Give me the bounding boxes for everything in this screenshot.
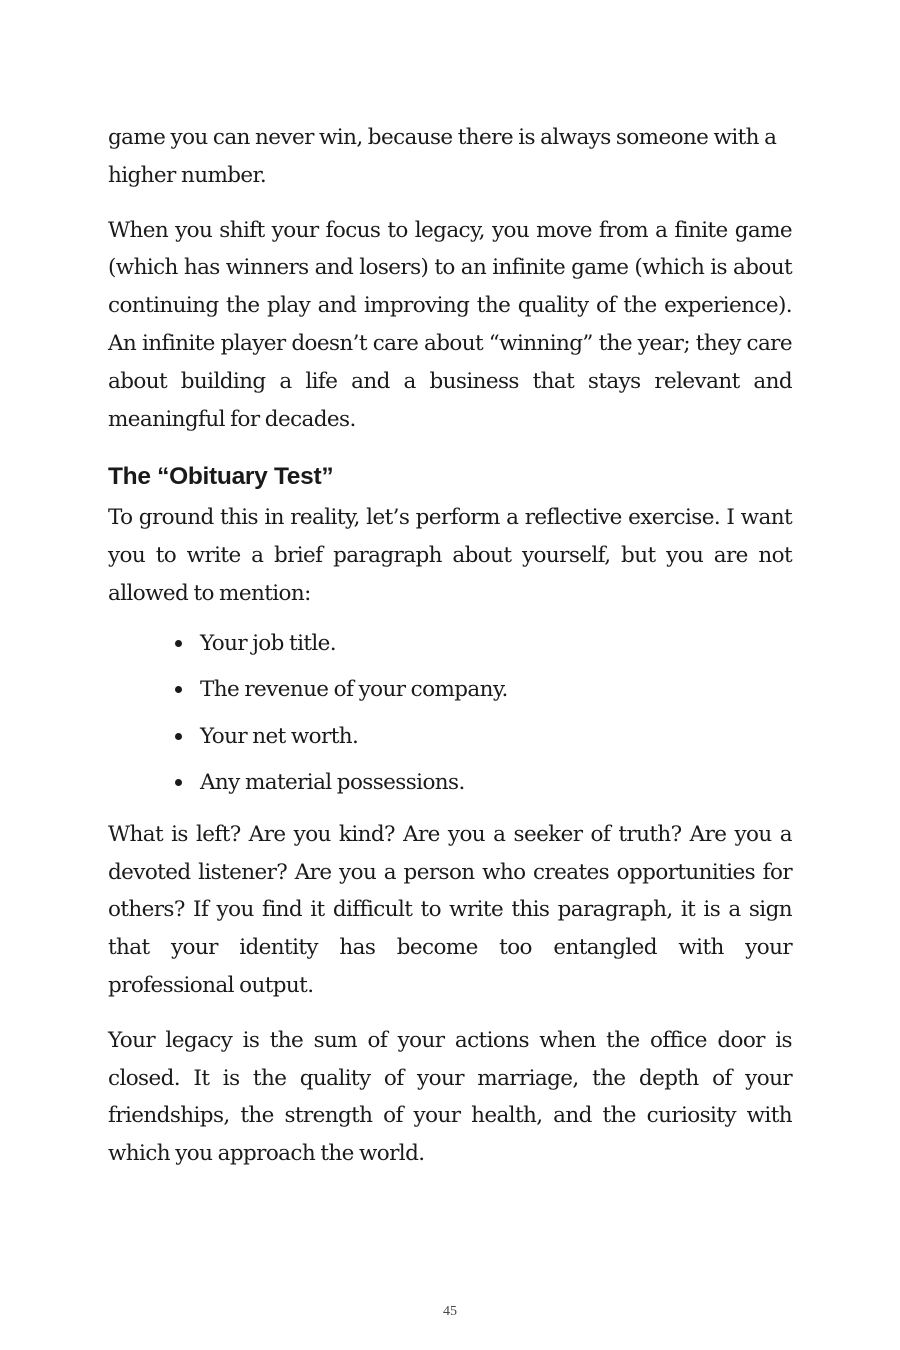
list-item [108,630,792,658]
bullet-list [108,630,792,798]
list-item [108,676,792,704]
paragraph-exercise-intro: To ground this in reality, let’s perform a reflective exercise. I want you to write a brief paragraph about yourself, but you are not allowed to mention: [108,505,792,606]
paragraph-continuation: game you can never win, because there is always someone with a higher number. [108,125,777,188]
paragraph-what-is-left: What is left? Are you kind? Are you a seeker of truth? Are you a devoted listener? Are you a person who creates opportunities for others? If you find it difficult to write this paragraph, it is a sign that your identity has become too entangled with your professional output. [108,821,792,998]
page-content [108,119,792,1190]
bullet-dot-icon [175,733,182,740]
list-item-text: Your job title. [200,630,337,656]
bullet-dot-icon [175,779,182,786]
list-item-text: Your net worth. [200,723,359,749]
page-number: 45 [443,1304,457,1319]
list-item-text: The revenue of your company. [200,677,508,703]
paragraph-infinite-game: When you shift your focus to legacy, you move from a finite game (which has winners and losers) to an infinite game (which is about continuing the play and improving the quality of the experience). An infinite player doesn’t care about “winning” the year; they care about building a life and a business that stays relevant and meaningful for decades. [108,217,792,432]
paragraph-legacy: Your legacy is the sum of your actions when the office door is closed. It is the quality of your marriage, the depth of your friendships, the strength of your health, and the curiosity with which you approach the world. [108,1027,792,1167]
bullet-dot-icon [175,640,182,647]
list-item [108,723,792,751]
section-heading: The “Obituary Test” [108,463,334,491]
bullet-dot-icon [175,686,182,693]
list-item-text: Any material possessions. [200,770,465,796]
list-item [108,769,792,797]
